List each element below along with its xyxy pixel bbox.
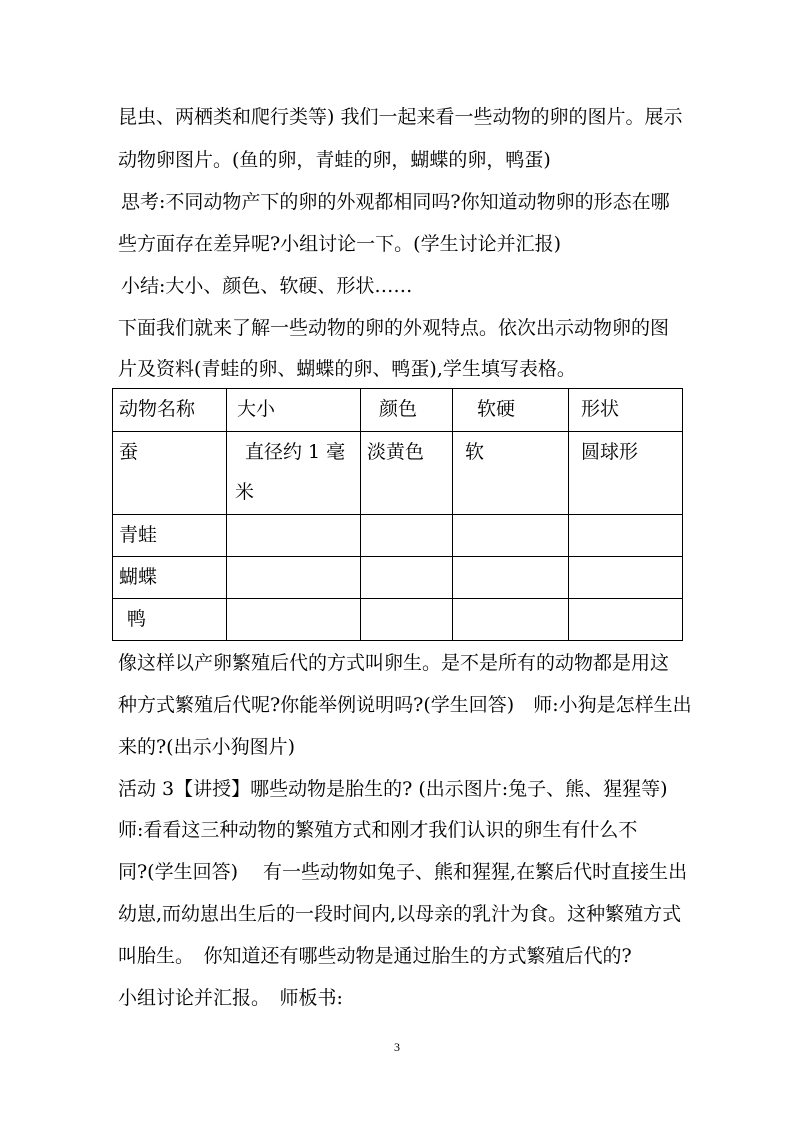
- table-cell: 鸭: [113, 599, 227, 641]
- table-cell: [227, 599, 361, 641]
- table-row: [113, 599, 683, 641]
- table-cell: [361, 515, 453, 557]
- paragraph-line: 片及资料(青蛙的卵、蝴蝶的卵、鸭蛋),学生填写表格。: [118, 358, 576, 380]
- table-header-cell: 形状: [569, 389, 683, 432]
- paragraph-line: 小组讨论并汇报。 师板书:: [118, 987, 343, 1009]
- table-cell: [361, 557, 453, 599]
- table-row: [113, 432, 683, 515]
- table-cell: [453, 557, 569, 599]
- paragraph-line: 昆虫、两栖类和爬行类等) 我们一起来看一些动物的卵的图片。展示: [118, 106, 683, 128]
- table-cell: [453, 515, 569, 557]
- table-cell: 直径约 1 毫米: [227, 432, 361, 515]
- table-cell: [453, 599, 569, 641]
- table-header-row: [113, 389, 683, 432]
- table-cell: 蚕: [113, 432, 227, 515]
- table-cell: [361, 599, 453, 641]
- paragraph-line: 同?(学生回答) 有一些动物如兔子、熊和猩猩,在繁后代时直接生出: [118, 861, 688, 883]
- table-cell: 软: [453, 432, 569, 515]
- table-cell: [227, 557, 361, 599]
- paragraph-line: 种方式繁殖后代呢?你能举例说明吗?(学生回答) 师:小狗是怎样生出: [118, 694, 692, 716]
- paragraph-line: 思考:不同动物产下的卵的外观都相同吗?你知道动物卵的形态在哪: [121, 191, 670, 213]
- egg-feature-table: [112, 388, 683, 641]
- paragraph-line: 师:看看这三种动物的繁殖方式和刚才我们认识的卵生有什么不: [118, 819, 638, 841]
- table-header-cell: 动物名称: [113, 389, 227, 432]
- paragraph-line: 来的?(出示小狗图片): [118, 736, 296, 758]
- activity-heading: 活动 3【讲授】哪些动物是胎生的? (出示图片:兔子、熊、猩猩等): [118, 778, 668, 800]
- paragraph-line: 些方面存在差异呢?小组讨论一下。(学生讨论并汇报): [118, 233, 562, 255]
- table-cell: 圆球形: [569, 432, 683, 515]
- page-number: 3: [394, 1040, 400, 1054]
- table-cell: [569, 515, 683, 557]
- table-header-cell: 大小: [227, 389, 361, 432]
- table-cell: 蝴蝶: [113, 557, 227, 599]
- table-row: [113, 515, 683, 557]
- paragraph-line: 动物卵图片。(鱼的卵，青蛙的卵，蝴蝶的卵，鸭蛋): [118, 149, 551, 171]
- table-cell: [227, 515, 361, 557]
- table-header-cell: 软硬: [453, 389, 569, 432]
- summary-line: 小结:大小、颜色、软硬、形状……: [121, 275, 413, 297]
- table-header-cell: 颜色: [361, 389, 453, 432]
- table-cell: [569, 557, 683, 599]
- table-row: [113, 557, 683, 599]
- table-cell: 淡黄色: [361, 432, 453, 515]
- paragraph-line: 叫胎生。 你知道还有哪些动物是通过胎生的方式繁殖后代的?: [118, 945, 632, 967]
- paragraph-line: 下面我们就来了解一些动物的卵的外观特点。依次出示动物卵的图: [118, 317, 670, 339]
- paragraph-line: 像这样以产卵繁殖后代的方式叫卵生。是不是所有的动物都是用这: [118, 652, 670, 674]
- table-cell: [569, 599, 683, 641]
- paragraph-line: 幼崽,而幼崽出生后的一段时间内,以母亲的乳汁为食。这种繁殖方式: [118, 903, 682, 925]
- table-cell: 青蛙: [113, 515, 227, 557]
